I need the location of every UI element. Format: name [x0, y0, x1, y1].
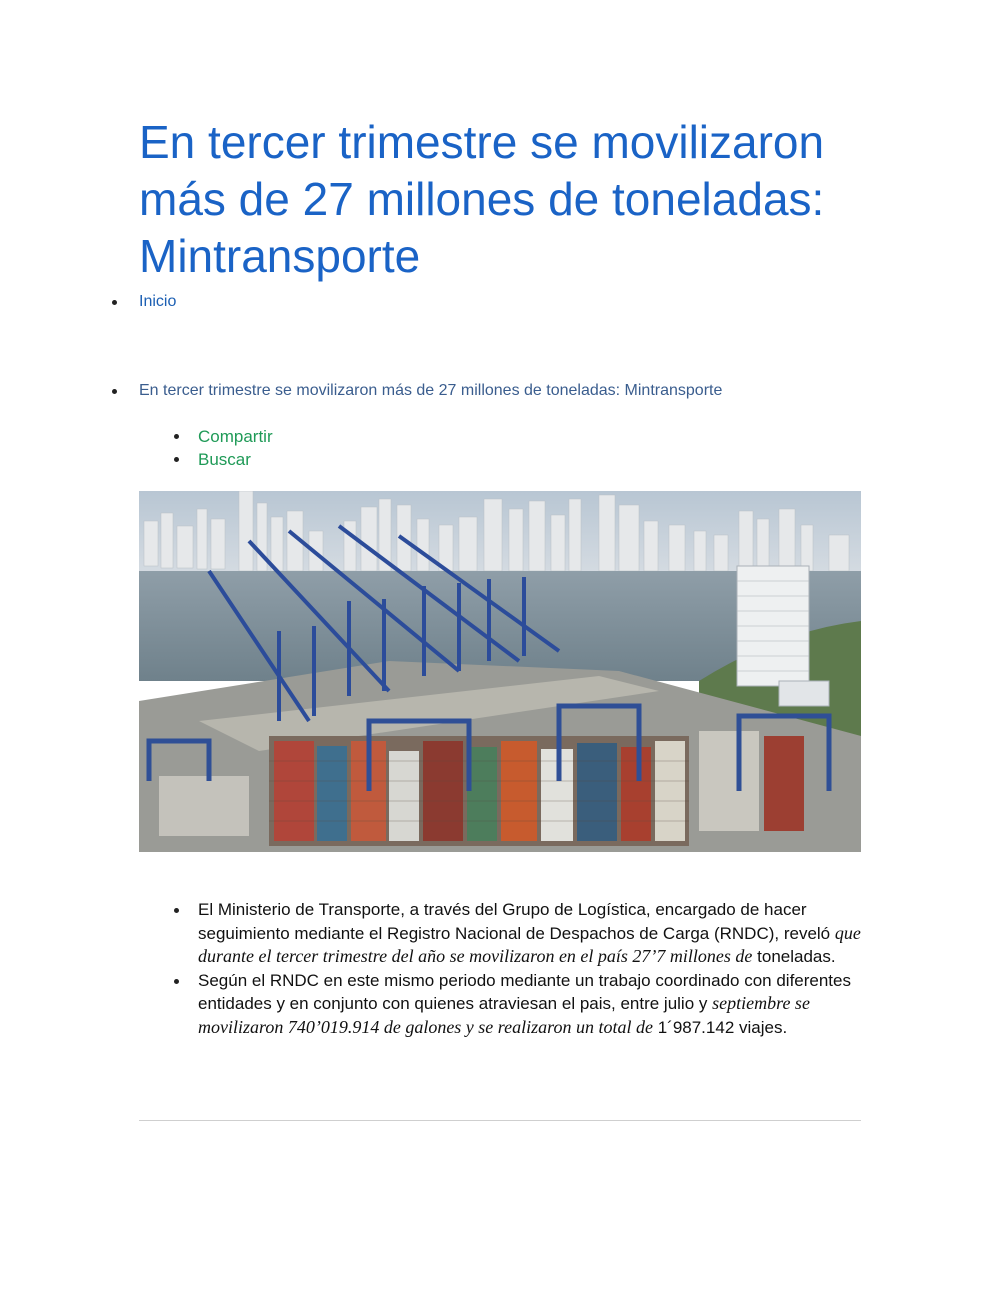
body-paragraph-1: [198, 898, 863, 969]
page-title: En tercer trimestre se movilizaron más de 27 millones de toneladas: Mintransporte: [139, 116, 825, 282]
bullet: [174, 434, 179, 439]
search-link[interactable]: [198, 448, 273, 471]
share-label: Compartir: [198, 427, 273, 446]
body-paragraph-1-text-b: que durante el tercer trimestre del año se movilizaron en el país 27’7 millones de: [198, 922, 861, 966]
body-paragraph-2: [198, 969, 863, 1040]
body-paragraph-1-text-a: El Ministerio de Transporte, a través del Grupo de Logística, encargado de hacer seguimiento mediante el Registro Nacional de Despachos de Carga (RNDC), reveló: [198, 900, 831, 943]
breadcrumb-current-label: En tercer trimestre se movilizaron más de 27 millones de toneladas: Mintransporte: [139, 382, 723, 399]
port-photo: [139, 491, 861, 852]
divider: [139, 1120, 861, 1121]
article-body: [198, 898, 863, 1039]
body-paragraph-2-text-c: 1´987.142 viajes.: [657, 1017, 788, 1037]
breadcrumb-current: [139, 382, 722, 400]
breadcrumb-home-label: Inicio: [139, 293, 177, 310]
search-label: Buscar: [198, 450, 251, 469]
body-paragraph-2-text-a: Según el RNDC en este mismo periodo mediante un trabajo coordinado con diferentes entidades y en conjunto con quienes atraviesan el pais, entre julio y: [198, 970, 851, 1013]
breadcrumb-home-link[interactable]: [139, 293, 176, 311]
share-link[interactable]: [198, 425, 273, 448]
bullet: [174, 908, 179, 913]
port-illustration: [139, 491, 861, 852]
bullet: [174, 457, 179, 462]
bullet: [112, 300, 117, 305]
article-actions: [198, 425, 273, 471]
bullet: [174, 979, 179, 984]
bullet: [112, 389, 117, 394]
body-paragraph-1-text-c: toneladas.: [757, 947, 836, 966]
body-paragraph-2-text-b: septiembre se movilizaron 740’019.914 de galones y se realizaron un total de: [198, 993, 810, 1037]
